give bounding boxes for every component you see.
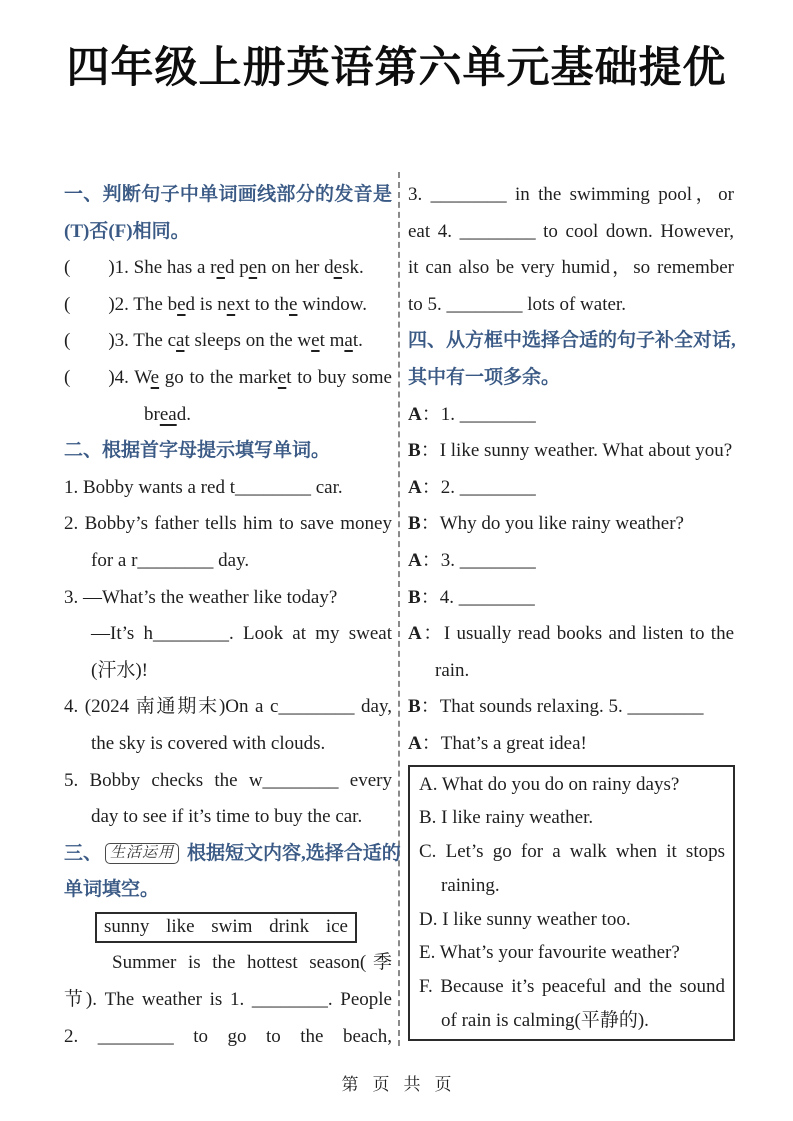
text-run: rain.	[435, 659, 470, 681]
text-line	[64, 689, 392, 726]
section-heading-line	[64, 433, 392, 470]
underlined-letter: e	[333, 257, 343, 279]
text-run: eat 4. ________ to cool down. However,	[408, 220, 734, 242]
text-run: —It’s h________. Look at my sweat	[91, 623, 392, 645]
text-line	[64, 1019, 392, 1056]
section-heading-line	[64, 836, 401, 873]
word-bank-item: drink	[269, 916, 310, 938]
text-line	[408, 580, 734, 617]
text-run: t to buy some	[286, 366, 392, 388]
options-box	[408, 765, 735, 1041]
speaker-label: B	[408, 440, 421, 462]
text-run: br	[144, 403, 160, 425]
text-run: day to see if it’s time to buy the car.	[91, 806, 363, 828]
text-line	[64, 580, 392, 617]
text-run: 3. —What’s the weather like today?	[64, 586, 338, 608]
heading-text: (T)否(F)相同。	[64, 220, 190, 242]
speaker-label: A	[408, 403, 422, 425]
text-line	[408, 214, 734, 251]
left-column	[64, 177, 401, 1055]
section-heading-line	[64, 177, 392, 214]
text-line	[408, 543, 734, 580]
speaker-label: A	[408, 623, 422, 645]
text-line	[419, 903, 725, 937]
text-line	[408, 397, 734, 434]
text-run: 4. (2024 南通期末)On a c________ day,	[64, 696, 392, 718]
text-line	[64, 982, 392, 1019]
text-line	[64, 763, 392, 800]
text-run: ( )2. The b	[64, 293, 178, 315]
text-run: ：I usually read books and listen to the	[421, 623, 734, 645]
text-run: t sleeps on the w	[184, 330, 312, 352]
word-bank-item: ice	[325, 916, 348, 938]
section-heading-line	[64, 214, 392, 251]
text-line	[408, 287, 734, 324]
text-line	[408, 653, 734, 690]
underlined-letter: e	[150, 366, 160, 388]
text-line	[408, 726, 734, 763]
text-run: ( )1. She has a r	[64, 257, 217, 279]
text-line	[408, 470, 734, 507]
word-bank-item: like	[166, 916, 195, 938]
text-run: 5. Bobby checks the w________ every	[64, 769, 392, 791]
page-footer: 第页共页	[341, 1075, 466, 1094]
speaker-label: B	[408, 586, 421, 608]
text-run: C. Let’s go for a walk when it stops	[419, 841, 725, 863]
text-line	[419, 970, 725, 1004]
text-line	[64, 470, 392, 507]
text-line	[419, 936, 725, 970]
text-run: ：4. ________	[420, 586, 535, 608]
text-run: t m	[319, 330, 345, 352]
underlined-letter: a	[344, 330, 353, 352]
word-bank	[95, 912, 357, 943]
text-line	[419, 1004, 725, 1038]
word-bank-item: sunny	[104, 916, 150, 938]
heading-text: 其中有一项多余。	[408, 366, 561, 388]
speaker-label: B	[408, 513, 421, 535]
page-title: 四年级上册英语第六单元基础提优	[66, 44, 727, 92]
underlined-letter: e	[289, 293, 298, 315]
column-divider	[398, 172, 400, 1046]
text-run: F. Because it’s peaceful and the sound	[419, 976, 725, 998]
text-run: go to the mark	[159, 366, 278, 388]
text-line	[64, 799, 392, 836]
speaker-label: A	[408, 549, 422, 571]
text-run: n on her d	[257, 257, 334, 279]
heading-text: 三、	[64, 842, 103, 864]
text-line	[64, 616, 392, 653]
text-run: raining.	[441, 874, 500, 896]
text-run: 3. ________ in the swimming pool，or	[408, 184, 734, 205]
text-run: ：That sounds relaxing. 5. ________	[420, 696, 704, 718]
text-run: to 5. ________ lots of water.	[408, 293, 626, 315]
word-bank-item: swim	[211, 916, 253, 938]
text-run: 1. Bobby wants a red t________ car.	[64, 476, 343, 498]
section-heading-line	[64, 872, 392, 909]
text-line	[408, 177, 734, 214]
text-run: d.	[176, 403, 191, 425]
text-run: d p	[224, 257, 249, 279]
text-line	[64, 726, 392, 763]
text-run: ：That’s a great idea!	[421, 732, 587, 754]
text-run: E. What’s your favourite weather?	[419, 942, 680, 964]
heading-text: 根据短文内容,选择合适的	[187, 842, 401, 864]
text-run: 2. ________ to go to the beach,	[64, 1025, 392, 1047]
text-run: window.	[297, 293, 367, 315]
text-run: sk.	[342, 257, 364, 279]
text-run: Summer is the hottest season(季	[112, 952, 392, 974]
text-line	[64, 323, 392, 360]
text-line	[64, 653, 392, 690]
text-run: 节). The weather is 1. ________. People	[64, 989, 392, 1011]
text-run: A. What do you do on rainy days?	[419, 773, 680, 795]
underlined-letter: a	[176, 330, 185, 352]
text-run: d is n	[185, 293, 227, 315]
heading-text: 二、根据首字母提示填写单词。	[64, 440, 331, 462]
text-line	[419, 768, 725, 802]
text-run: ( )3. The c	[64, 330, 177, 352]
text-run: xt to th	[235, 293, 290, 315]
text-run: ：3. ________	[421, 549, 536, 571]
underlined-letter: e	[177, 293, 186, 315]
text-run: for a r________ day.	[91, 549, 250, 571]
text-run: it can also be very humid，so remember	[408, 257, 734, 279]
heading-text: 四、从方框中选择合适的句子补全对话,	[408, 330, 736, 352]
tag-label: 生活运用	[105, 843, 179, 864]
text-line	[408, 250, 734, 287]
text-line	[64, 506, 392, 543]
text-run: ：2. ________	[421, 476, 536, 498]
text-run: ：1. ________	[421, 403, 536, 425]
text-line	[64, 543, 392, 580]
text-run: the sky is covered with clouds.	[91, 732, 326, 754]
text-line	[64, 397, 392, 434]
text-run: ：I like sunny weather. What about you?	[420, 440, 733, 462]
underlined-letter: e	[248, 257, 258, 279]
section-heading-line	[408, 323, 734, 360]
text-run: D. I like sunny weather too.	[419, 908, 631, 930]
text-line	[419, 835, 725, 869]
speaker-label: A	[408, 476, 422, 498]
speaker-label: B	[408, 696, 421, 718]
text-line	[64, 250, 392, 287]
text-line	[64, 945, 392, 982]
right-column	[408, 177, 734, 1041]
text-run: t.	[352, 330, 363, 352]
section-heading-line	[408, 360, 734, 397]
text-run: ( )4. W	[64, 366, 151, 388]
text-line	[408, 506, 734, 543]
text-line	[419, 869, 725, 903]
text-run: 2. Bobby’s father tells him to save money	[64, 513, 392, 535]
text-run: B. I like rainy weather.	[419, 807, 594, 829]
underlined-letter: e	[216, 257, 225, 279]
speaker-label: A	[408, 732, 422, 754]
heading-text: 一、判断句子中单词画线部分的发音是	[64, 184, 392, 205]
text-line	[64, 287, 392, 324]
text-run: (汗水)!	[91, 659, 148, 681]
text-line	[64, 360, 392, 397]
underlined-letter: e	[277, 366, 287, 388]
text-line	[419, 801, 725, 835]
text-line	[408, 689, 734, 726]
underlined-letter: e	[226, 293, 236, 315]
underlined-letter: e	[311, 330, 320, 352]
text-run: ：Why do you like rainy weather?	[420, 513, 684, 535]
text-line	[408, 616, 734, 653]
heading-text: 单词填空。	[64, 879, 160, 901]
underlined-letter: ea	[159, 403, 177, 425]
text-run: of rain is calming(平静的).	[441, 1010, 649, 1032]
text-line	[408, 433, 734, 470]
